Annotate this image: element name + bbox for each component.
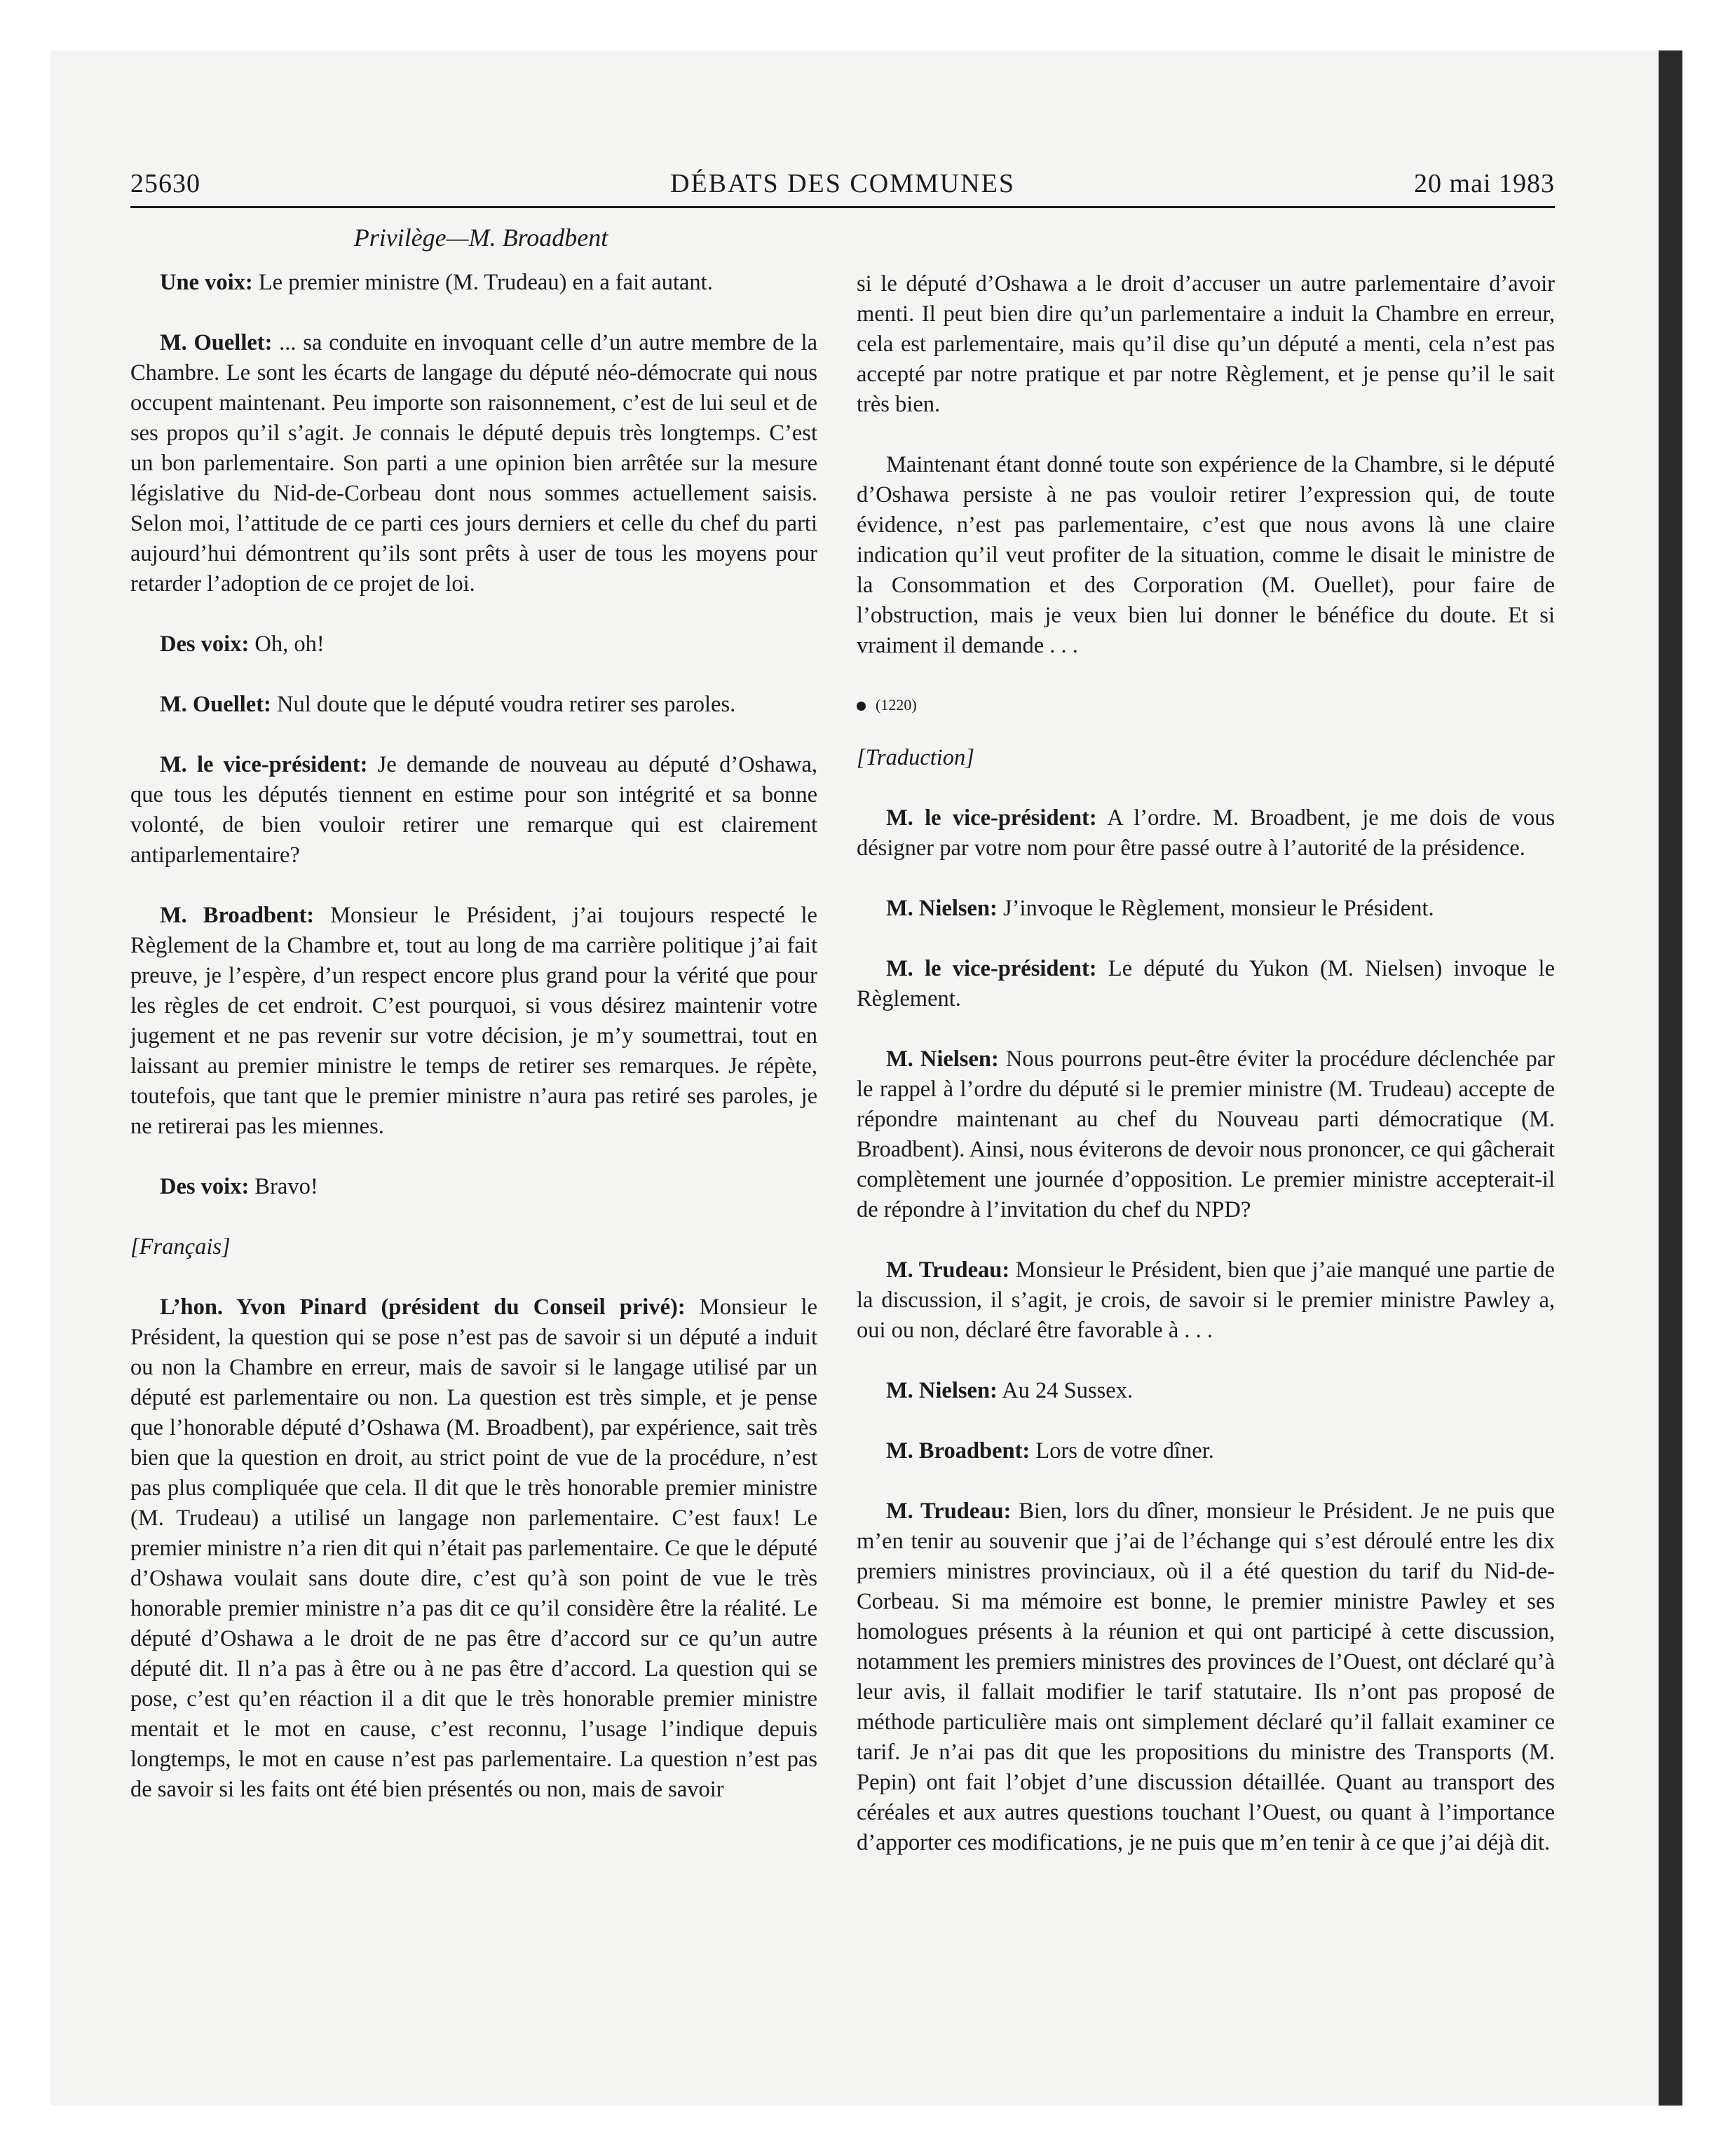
publication-title: DÉBATS DES COMMUNES xyxy=(670,169,1015,198)
paragraph xyxy=(130,750,817,871)
paragraph xyxy=(130,328,817,599)
speaker-name: L’hon. Yvon Pinard (président du Conseil privé): xyxy=(160,1295,686,1320)
speech-text: Je demande de nouveau au député d’Oshawa, que tous les députés tiennent en estime pour son intégrité et sa bonne volonté, de bien vouloir retirer une remarque qui est clairement antiparlementaire? xyxy=(130,752,818,868)
speech-text: Bravo! xyxy=(249,1174,318,1199)
speaker-name: M. Trudeau: xyxy=(886,1499,1012,1524)
language-marker: [Français] xyxy=(130,1234,231,1260)
speech-text: Le député du Yukon (M. Nielsen) invoque le Règlement. xyxy=(857,956,1555,1011)
speech-text: Lors de votre dîner. xyxy=(1030,1438,1214,1464)
binding-edge xyxy=(1659,50,1682,2106)
paragraph xyxy=(130,629,817,660)
speaker-name: M. Trudeau: xyxy=(886,1257,1010,1283)
left-column xyxy=(130,268,817,1835)
paragraph xyxy=(130,1172,817,1202)
paragraph xyxy=(130,268,817,298)
bullet-icon xyxy=(857,702,866,711)
paragraph xyxy=(130,690,817,720)
speech-text: A l’ordre. M. Broadbent, je me dois de vous désigner par votre nom pour être passé outre à l’autorité de la présidence. xyxy=(857,805,1555,861)
time-stamp-text: (1220) xyxy=(876,696,917,714)
speech-text: J’invoque le Règlement, monsieur le Président. xyxy=(997,896,1434,921)
speaker-name: M. Broadbent: xyxy=(886,1438,1030,1464)
paragraph xyxy=(857,1436,1555,1466)
paragraph: Maintenant étant donné toute son expérience de la Chambre, si le député d’Oshawa persiste à ne pas vouloir retirer l’expression qui, de toute évidence, n’est pas parlementaire, c’est que nous avons là une claire indication qu’il veut profiter de la situation, comme le disait le ministre de la Consommation et des Corporation (M. Ouellet), pour faire de l’obstruction, mais je veux bien lui donner le bénéfice du doute. Et si vraiment il demande . . . xyxy=(857,452,1555,658)
speaker-name: Des voix: xyxy=(160,1174,250,1199)
paragraph xyxy=(130,901,817,1142)
speaker-name: M. le vice-président: xyxy=(160,752,368,777)
speech-text: Nul doute que le député voudra retirer ses paroles. xyxy=(271,692,736,717)
speech-text: Bien, lors du dîner, monsieur le Président. Je ne puis que m’en tenir au souvenir que j’ai de l’échange qui s’est déroulé entre les dix premiers ministres provinciaux, où il a été question du tarif du Nid-de-Corbeau. Si ma mémoire est bonne, le premier ministre Pawley et ses homologues présents à la réunion et qui ont participé à cette discussion, notamment les premiers ministres des provinces de l’Ouest, ont déclaré qu’à leur avis, il fallait modifier le tarif statutaire. Ils n’ont pas proposé de méthode particulière mais ont simplement déclaré qu’il fallait examiner ce tarif. Je n’ai pas dit que les propositions du ministre des Transports (M. Pepin) ont fait l’objet d’une discussion détaillée. Quant au transport des céréales et aux autres questions touchant l’Ouest, ou quant à l’importance d’apporter ces modifications, je ne puis que m’en tenir à ce que j’ai déjà dit. xyxy=(857,1499,1555,1855)
speaker-name: Des voix: xyxy=(160,632,250,657)
speech-text: Nous pourrons peut-être éviter la procédure déclenchée par le rappel à l’ordre du député si le premier ministre (M. Trudeau) accepte de répondre maintenant au chef du Nouveau parti démocratique (M. Broadbent). Ainsi, nous éviterons de devoir nous prononcer, ce qui gâcherait complètement une journée d’opposition. Le premier ministre accepterait-il de répondre à l’invitation du chef du NPD? xyxy=(857,1046,1555,1222)
paragraph xyxy=(857,954,1555,1014)
speech-text: Monsieur le Président, la question qui se pose n’est pas de savoir si un député a induit ou non la Chambre en erreur, mais de savoir si le langage utilisé par un député est parlementaire ou non. La question est très simple, et je pense que l’honorable député d’Oshawa (M. Broadbent), par expérience, sait très bien que la question en droit, au strict point de vue de la procédure, n’est pas plus compliquée que cela. Il dit que le très honorable premier ministre (M. Trudeau) a utilisé un langage non parlementaire. C’est faux! Le premier ministre n’a rien dit qui n’était pas parlementaire. Ce que le député d’Oshawa voulait sans doute dire, c’est qu’à son point de vue le très honorable premier ministre n’a pas dit ce qu’il considère être la réalité. Le député d’Oshawa a le droit de ne pas être d’accord sur ce qu’un autre député dit. Il n’a pas à être ou à ne pas être d’accord. La question qui se pose, c’est qu’en réaction il a dit que le très honorable premier ministre mentait et le mot en cause, c’est reconnu, l’usage l’indique depuis longtemps, le mot en cause n’est pas parlementaire. La question n’est pas de savoir si les faits ont été bien présentés ou non, mais de savoir xyxy=(130,1295,817,1802)
speech-text: Monsieur le Président, bien que j’aie manqué une partie de la discussion, il s’agit, je crois, de savoir si le premier ministre Pawley a, oui ou non, déclaré être favorable à . . . xyxy=(857,1257,1555,1343)
speaker-name: M. Ouellet: xyxy=(160,692,271,717)
language-marker: [Traduction] xyxy=(857,745,974,770)
running-title: Privilège—M. Broadbent xyxy=(353,224,608,252)
speech-text: Oh, oh! xyxy=(249,632,325,657)
paragraph xyxy=(857,803,1555,864)
speaker-name: Une voix: xyxy=(160,270,253,295)
paragraph: si le député d’Oshawa a le droit d’accuser un autre parlementaire d’avoir menti. Il peut bien dire qu’un parlementaire a induit la Chambre en erreur, cela est parlementaire, mais qu’il dise qu’un député a menti, cela n’est pas accepté par notre pratique et par notre Règlement, et je pense qu’il le sait très bien. xyxy=(857,271,1555,417)
speaker-name: M. le vice-président: xyxy=(886,805,1097,831)
speaker-name: M. Ouellet: xyxy=(160,330,273,355)
speech-text: ... sa conduite en invoquant celle d’un autre membre de la Chambre. Le sont les écarts de langage du député néo-démocrate qui nous occupent maintenant. Peu importe son raisonnement, c’est de lui seul et de ses propos qu’il s’agit. Je connais le député depuis très longtemps. C’est un bon parlementaire. Son parti a une opinion bien arrêtée sur la mesure législative du Nid-de-Corbeau dont nous sommes actuellement saisis. Selon moi, l’attitude de ce parti ces jours derniers et celle du chef du parti aujourd’hui démontrent qu’ils sont prêts à user de tous les moyens pour retarder l’adoption de ce projet de loi. xyxy=(130,330,817,596)
time-stamp xyxy=(857,691,1555,719)
speaker-name: M. Nielsen: xyxy=(886,1046,999,1072)
speaker-name: M. Broadbent: xyxy=(160,903,315,928)
speech-text: Au 24 Sussex. xyxy=(997,1378,1134,1403)
right-column xyxy=(857,269,1555,1888)
paragraph xyxy=(857,1044,1555,1225)
speech-text: Le premier ministre (M. Trudeau) en a fait autant. xyxy=(252,270,713,295)
speech-text: Monsieur le Président, j’ai toujours respecté le Règlement de la Chambre et, tout au long de ma carrière politique j’ai fait preuve, je l’espère, d’un respect encore plus grand pour la vérité que pour les règles de cet endroit. C’est pourquoi, si vous désirez maintenir votre jugement et ne pas revenir sur votre décision, je m’y soumettrai, tout en laissant au premier ministre le temps de retirer ses remarques. Je répète, toutefois, que tant que le premier ministre n’aura pas retiré ses paroles, je ne retirerai pas les miennes. xyxy=(130,903,817,1139)
paragraph xyxy=(857,894,1555,924)
paragraph xyxy=(857,1255,1555,1346)
speaker-name: M. le vice-président: xyxy=(886,956,1097,981)
paragraph xyxy=(130,1292,817,1805)
speaker-name: M. Nielsen: xyxy=(886,896,998,921)
paragraph xyxy=(857,1376,1555,1406)
publication-date: 20 mai 1983 xyxy=(1414,169,1555,198)
page-number: 25630 xyxy=(130,169,200,198)
page-header xyxy=(130,167,1555,208)
speaker-name: M. Nielsen: xyxy=(886,1378,998,1403)
paragraph xyxy=(857,1496,1555,1858)
